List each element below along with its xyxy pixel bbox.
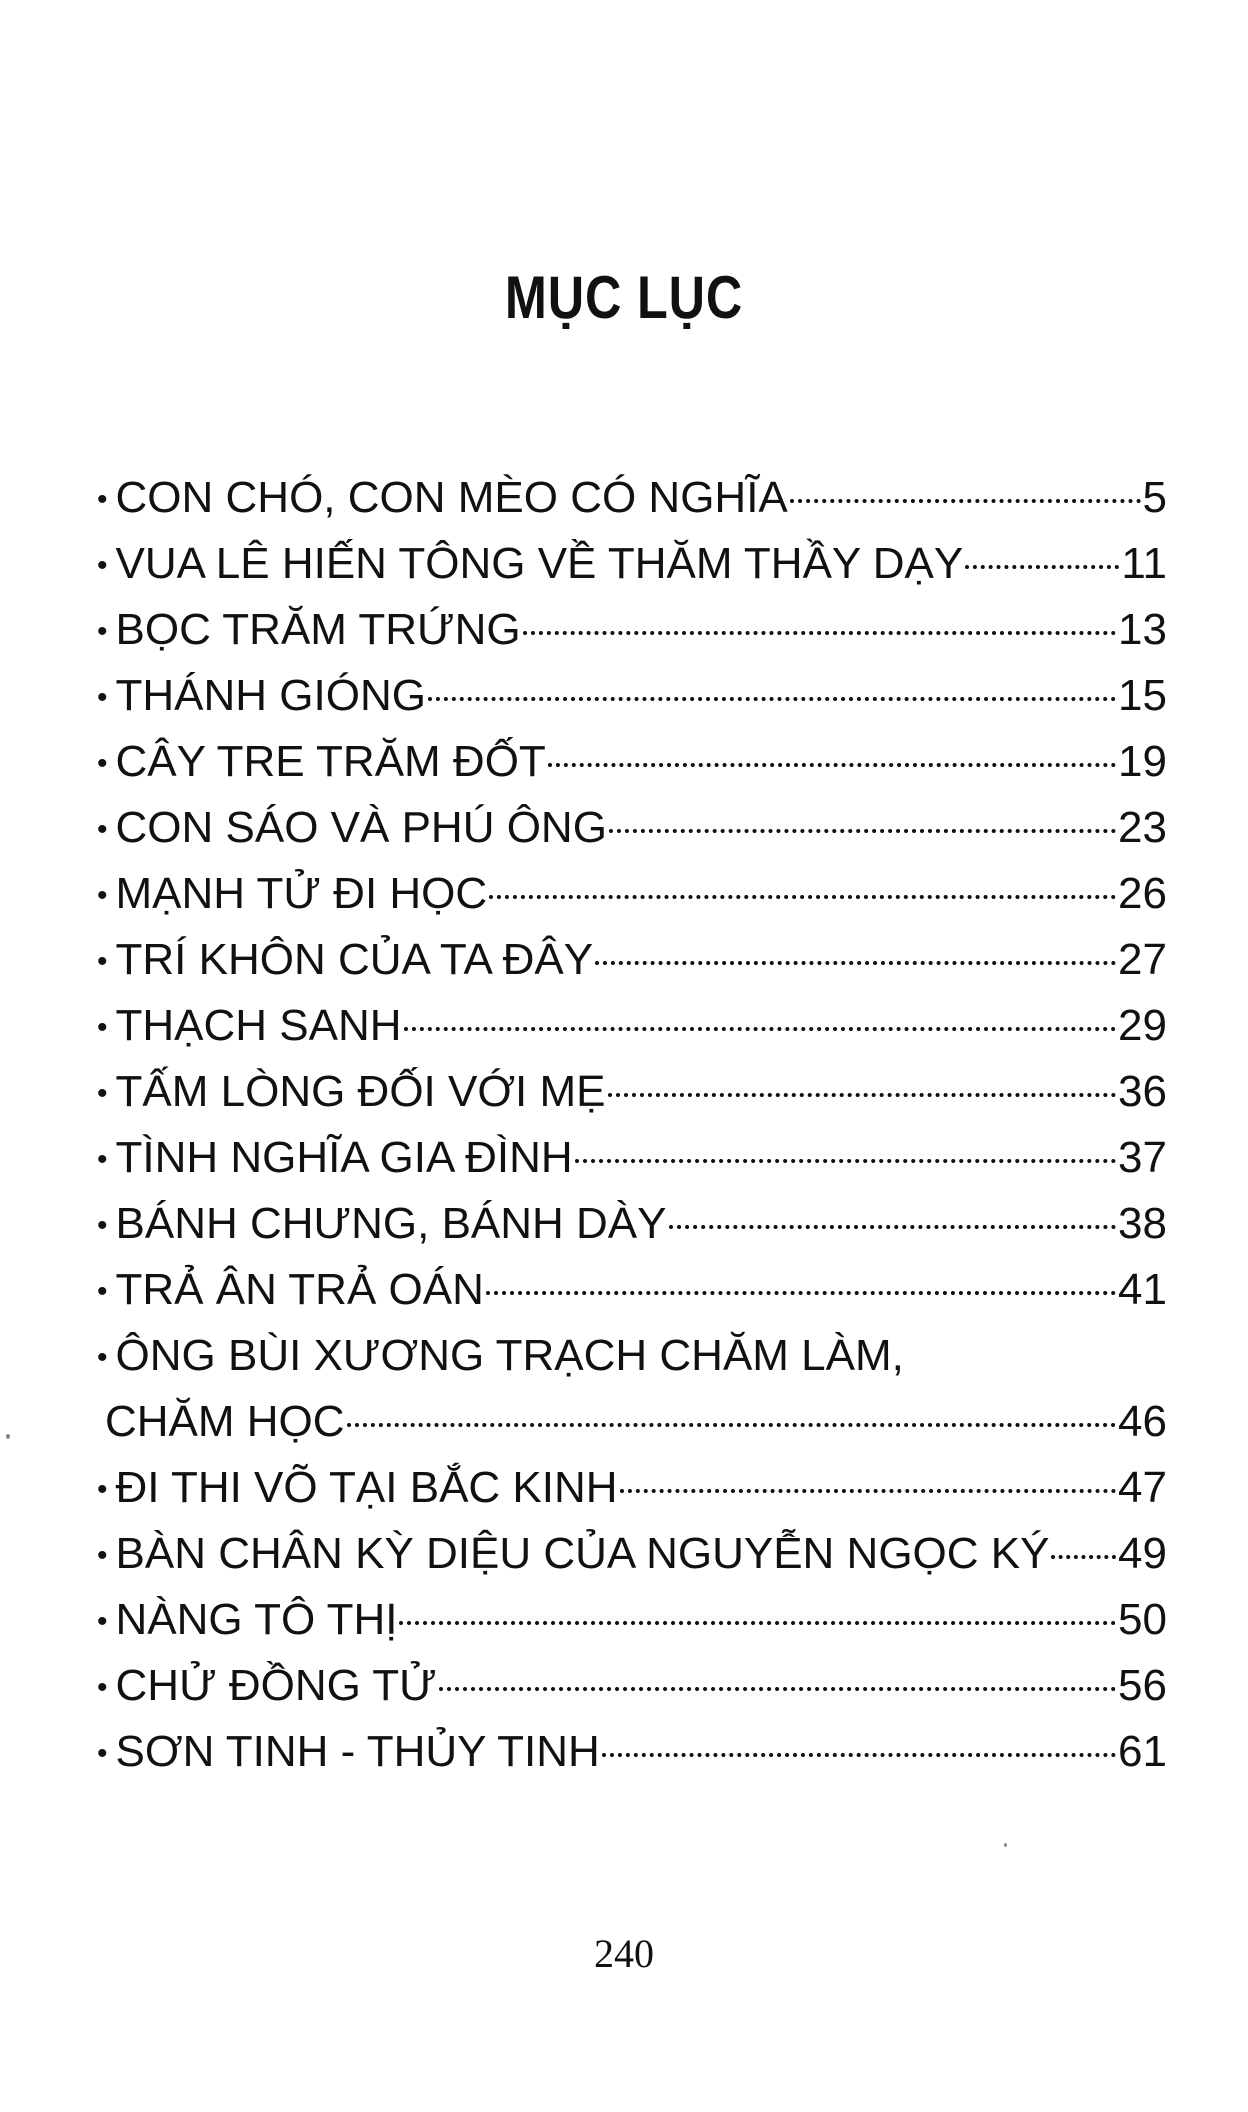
- toc-entry[interactable]: [97, 1194, 1167, 1254]
- dot-leader: [404, 1027, 1117, 1031]
- toc-entry[interactable]: [105, 1392, 1167, 1452]
- bullet-icon: •: [97, 1605, 108, 1638]
- toc-entry[interactable]: [97, 864, 1167, 924]
- toc-entry-page: 46: [1118, 1397, 1167, 1446]
- dot-leader: [523, 631, 1116, 635]
- toc-entry-label: • CHỬ ĐỒNG TỬ: [97, 1656, 437, 1721]
- toc-entry-label: • CÂY TRE TRĂM ĐỐT: [97, 732, 546, 797]
- dot-leader: [1051, 1555, 1116, 1559]
- dot-leader: [428, 697, 1116, 701]
- toc-entry-label: • CON CHÓ, CON MÈO CÓ NGHĨA: [97, 468, 788, 533]
- toc-entry-page: 49: [1118, 1529, 1167, 1578]
- toc-entry[interactable]: [97, 1128, 1167, 1188]
- toc-entry-first-line[interactable]: [97, 1326, 1167, 1391]
- dot-leader: [965, 565, 1119, 569]
- bullet-icon: •: [97, 1539, 108, 1572]
- toc-entry-label: • TẤM LÒNG ĐỐI VỚI MẸ: [97, 1062, 606, 1127]
- toc-entry-page: 5: [1142, 473, 1167, 522]
- bullet-icon: •: [97, 945, 108, 978]
- toc-entry-label: • BÁNH CHƯNG, BÁNH DÀY: [97, 1194, 667, 1259]
- dot-leader: [669, 1225, 1117, 1229]
- dot-leader: [595, 961, 1116, 965]
- toc-entry-page: 13: [1118, 605, 1167, 654]
- page-number: 240: [594, 1931, 654, 1976]
- dot-leader: [620, 1489, 1117, 1493]
- toc-entry-page: 61: [1118, 1727, 1167, 1776]
- toc-entry[interactable]: [97, 732, 1167, 792]
- dot-leader: [609, 829, 1116, 833]
- toc-entry-page: 47: [1118, 1463, 1167, 1512]
- toc-entry-label: ÔNG BÙI XƯƠNG TRẠCH CHĂM LÀM,: [115, 1331, 904, 1380]
- bullet-icon: •: [97, 1671, 108, 1704]
- toc-entry-label: • THÁNH GIÓNG: [97, 666, 426, 731]
- toc-entry[interactable]: [97, 798, 1167, 858]
- bullet-icon: •: [97, 681, 108, 714]
- toc-entry[interactable]: [97, 1260, 1167, 1320]
- toc-entry-page: 41: [1118, 1265, 1167, 1314]
- bullet-icon: •: [97, 549, 108, 582]
- bullet-icon: •: [97, 813, 108, 846]
- scan-speck: [6, 1434, 10, 1439]
- toc-entry-page: 26: [1118, 869, 1167, 918]
- toc-entry[interactable]: [97, 600, 1167, 660]
- toc-entry-page: 50: [1118, 1595, 1167, 1644]
- toc-entry-label: • VUA LÊ HIẾN TÔNG VỀ THĂM THẦY DẠY: [97, 534, 963, 599]
- toc-entry[interactable]: [97, 666, 1167, 726]
- toc-entry[interactable]: [97, 1062, 1167, 1122]
- toc-entry-page: 37: [1118, 1133, 1167, 1182]
- toc-entry[interactable]: [97, 468, 1167, 528]
- bullet-icon: •: [97, 1143, 108, 1176]
- dot-leader: [608, 1093, 1117, 1097]
- bullet-icon: •: [97, 747, 108, 780]
- toc-entry-page: 56: [1118, 1661, 1167, 1710]
- toc-entry-label: • TÌNH NGHĨA GIA ĐÌNH: [97, 1128, 573, 1193]
- toc-entry[interactable]: [97, 996, 1167, 1056]
- toc-entry[interactable]: [97, 930, 1167, 990]
- dot-leader: [486, 1291, 1116, 1295]
- toc-entry-label: • TRÍ KHÔN CỦA TA ĐÂY: [97, 930, 593, 995]
- toc-entry-label: • THẠCH SANH: [97, 996, 402, 1061]
- toc-entry[interactable]: [97, 1590, 1167, 1650]
- bullet-icon: •: [97, 483, 108, 516]
- toc-entry-page: 19: [1118, 737, 1167, 786]
- bullet-icon: •: [97, 1737, 108, 1770]
- toc-entry-page: 15: [1118, 671, 1167, 720]
- dot-leader: [602, 1753, 1116, 1757]
- toc-entry-page: 27: [1118, 935, 1167, 984]
- page-title: MỤC LỤC: [504, 264, 744, 331]
- toc-entry-label: • CON SÁO VÀ PHÚ ÔNG: [97, 798, 607, 863]
- bullet-icon: •: [97, 1011, 108, 1044]
- toc-entry-page: 36: [1118, 1067, 1167, 1116]
- toc-entry-page: 38: [1118, 1199, 1167, 1248]
- dot-leader: [489, 895, 1116, 899]
- bullet-icon: •: [97, 1275, 108, 1308]
- toc-entry-label: • NÀNG TÔ THỊ: [97, 1590, 397, 1655]
- toc-entry[interactable]: [97, 1524, 1167, 1584]
- toc-entry[interactable]: [97, 1458, 1167, 1518]
- dot-leader: [548, 763, 1116, 767]
- toc-entry-page: 23: [1118, 803, 1167, 852]
- bullet-icon: •: [97, 1209, 108, 1242]
- bullet-icon: •: [97, 1341, 108, 1374]
- toc-entry[interactable]: [97, 1722, 1167, 1782]
- dot-leader: [399, 1621, 1116, 1625]
- toc-entry[interactable]: [97, 1656, 1167, 1716]
- bullet-icon: •: [97, 1077, 108, 1110]
- dot-leader: [439, 1687, 1116, 1691]
- dot-leader: [347, 1423, 1116, 1427]
- bullet-icon: •: [97, 615, 108, 648]
- bullet-icon: •: [97, 879, 108, 912]
- dot-leader: [575, 1159, 1116, 1163]
- toc-entry-label: • SƠN TINH - THỦY TINH: [97, 1722, 600, 1787]
- toc-entry-page: 29: [1118, 1001, 1167, 1050]
- toc-entry-label: CHĂM HỌC: [105, 1397, 345, 1446]
- toc-entry-label: • ĐI THI VÕ TẠI BẮC KINH: [97, 1458, 618, 1523]
- toc-entry[interactable]: [97, 534, 1167, 594]
- bullet-icon: •: [97, 1473, 108, 1506]
- toc-entry-label: • TRẢ ÂN TRẢ OÁN: [97, 1260, 484, 1325]
- toc-entry-label: • BÀN CHÂN KỲ DIỆU CỦA NGUYỄN NGỌC KÝ: [97, 1524, 1049, 1589]
- toc-entry-label: • BỌC TRĂM TRỨNG: [97, 600, 521, 665]
- scan-speck: [1004, 1843, 1007, 1847]
- dot-leader: [790, 499, 1141, 503]
- toc-entry-page: 11: [1121, 539, 1167, 588]
- toc-entry-label: • MẠNH TỬ ĐI HỌC: [97, 864, 487, 929]
